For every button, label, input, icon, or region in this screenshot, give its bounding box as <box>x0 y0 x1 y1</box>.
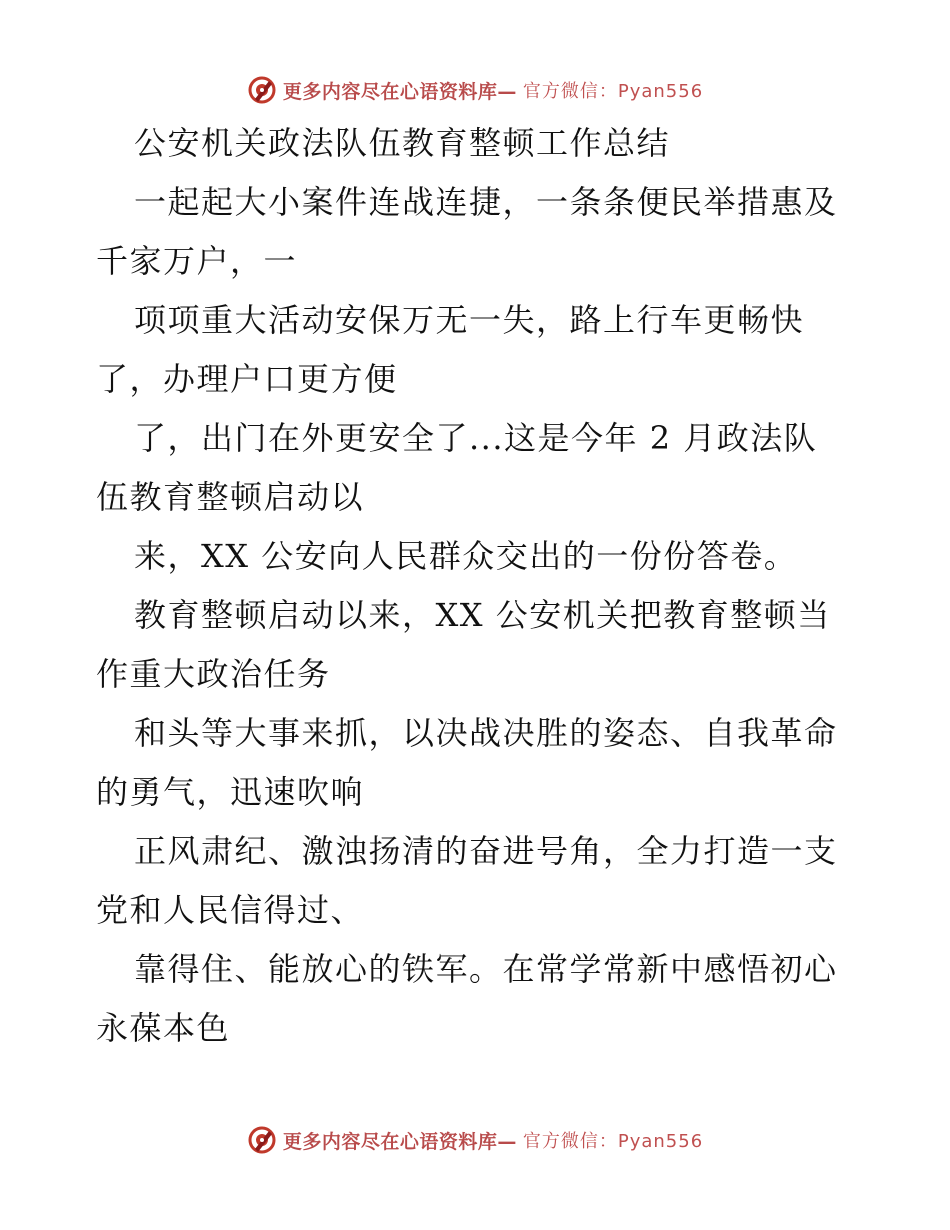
paragraph-line: 伍教育整顿启动以 <box>96 478 365 516</box>
document-body <box>96 123 876 1067</box>
banner-wechat-text: 官方微信：Pyan556 <box>522 81 704 102</box>
footer-banner <box>0 1120 950 1160</box>
document-title: 公安机关政法队伍教育整顿工作总结 <box>134 124 671 162</box>
paragraph-line: 来，XX 公安向人民群众交出的一份份答卷。 <box>134 537 798 575</box>
paragraph-line: 教育整顿启动以来，XX 公安机关把教育整顿当 <box>134 596 831 634</box>
paragraph-line: 一起起大小案件连战连捷，一条条便民举措惠及 <box>134 183 838 221</box>
paragraph-line: 永葆本色 <box>96 1009 231 1047</box>
pen-logo-icon <box>247 1125 277 1155</box>
paragraph-line: 了，办理户口更方便 <box>96 360 398 398</box>
paragraph-line: 千家万户，一 <box>96 242 298 280</box>
paragraph-line: 作重大政治任务 <box>96 655 331 693</box>
paragraph-line: 靠得住、能放心的铁军。在常学常新中感悟初心 <box>134 950 838 988</box>
header-banner <box>0 70 950 110</box>
banner-promo-text: 更多内容尽在心语资料库— <box>282 80 517 103</box>
banner-promo-text: 更多内容尽在心语资料库— <box>282 1130 517 1153</box>
paragraph-line: 党和人民信得过、 <box>96 891 365 929</box>
paragraph-line: 了，出门在外更安全了...这是今年 2 月政法队 <box>134 419 818 457</box>
banner-wechat-text: 官方微信：Pyan556 <box>522 1131 704 1152</box>
paragraph-line: 的勇气，迅速吹响 <box>96 773 365 811</box>
paragraph-line: 和头等大事来抓，以决战决胜的姿态、自我革命 <box>134 714 838 752</box>
pen-logo-icon <box>247 75 277 105</box>
paragraph-line: 正风肃纪、激浊扬清的奋进号角，全力打造一支 <box>134 832 838 870</box>
paragraph-line: 项项重大活动安保万无一失，路上行车更畅快 <box>134 301 805 339</box>
